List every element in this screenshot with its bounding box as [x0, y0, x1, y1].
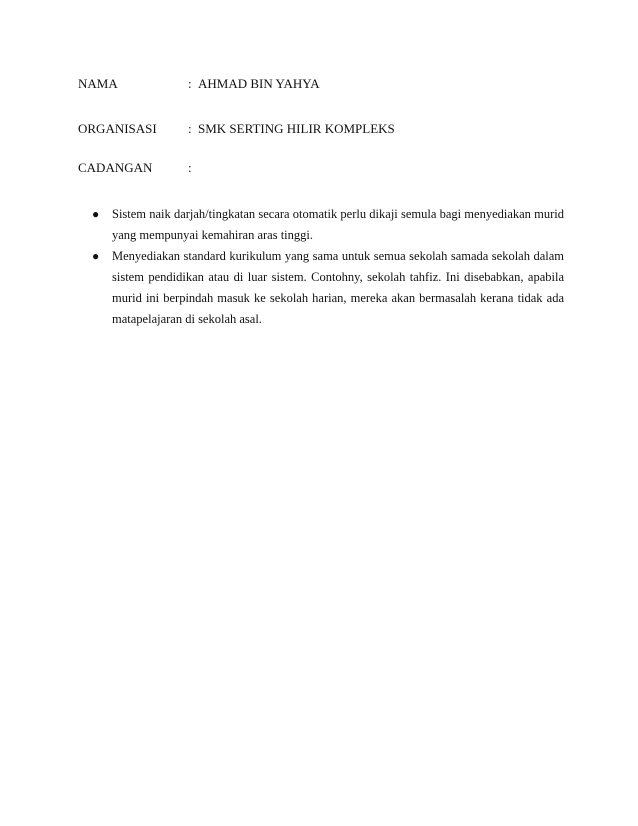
cadangan-bullet-list: [92, 204, 564, 330]
bullet-text: Sistem naik darjah/tingkatan secara otomatik perlu dikaji semula bagi menyediakan murid yang mempunyai kemahiran aras tinggi.: [112, 207, 564, 242]
organisasi-row: [78, 119, 578, 139]
organisasi-value: SMK SERTING HILIR KOMPLEKS: [198, 121, 395, 136]
nama-label: NAMA: [78, 76, 118, 91]
bullet-text: Menyediakan standard kurikulum yang sama untuk semua sekolah samada sekolah dalam sistem pendidikan atau di luar sistem. Contohny, sekolah tahfiz. Ini disebabkan, apabila murid ini berpindah masuk ke sekolah harian, mereka akan bermasalah kerana tidak ada matapelajaran di sekolah asal.: [112, 249, 564, 326]
organisasi-label: ORGANISASI: [78, 121, 157, 136]
bullet-item: [92, 204, 564, 246]
organisasi-colon: :: [188, 121, 192, 136]
cadangan-label: CADANGAN: [78, 160, 153, 175]
bullet-item: [92, 246, 564, 330]
nama-row: [78, 74, 578, 94]
cadangan-row: [78, 158, 578, 178]
bullet-icon: ●: [92, 249, 100, 263]
nama-value: AHMAD BIN YAHYA: [198, 76, 320, 91]
cadangan-colon: :: [188, 160, 192, 175]
bullet-icon: ●: [92, 207, 100, 221]
nama-colon: :: [188, 76, 192, 91]
